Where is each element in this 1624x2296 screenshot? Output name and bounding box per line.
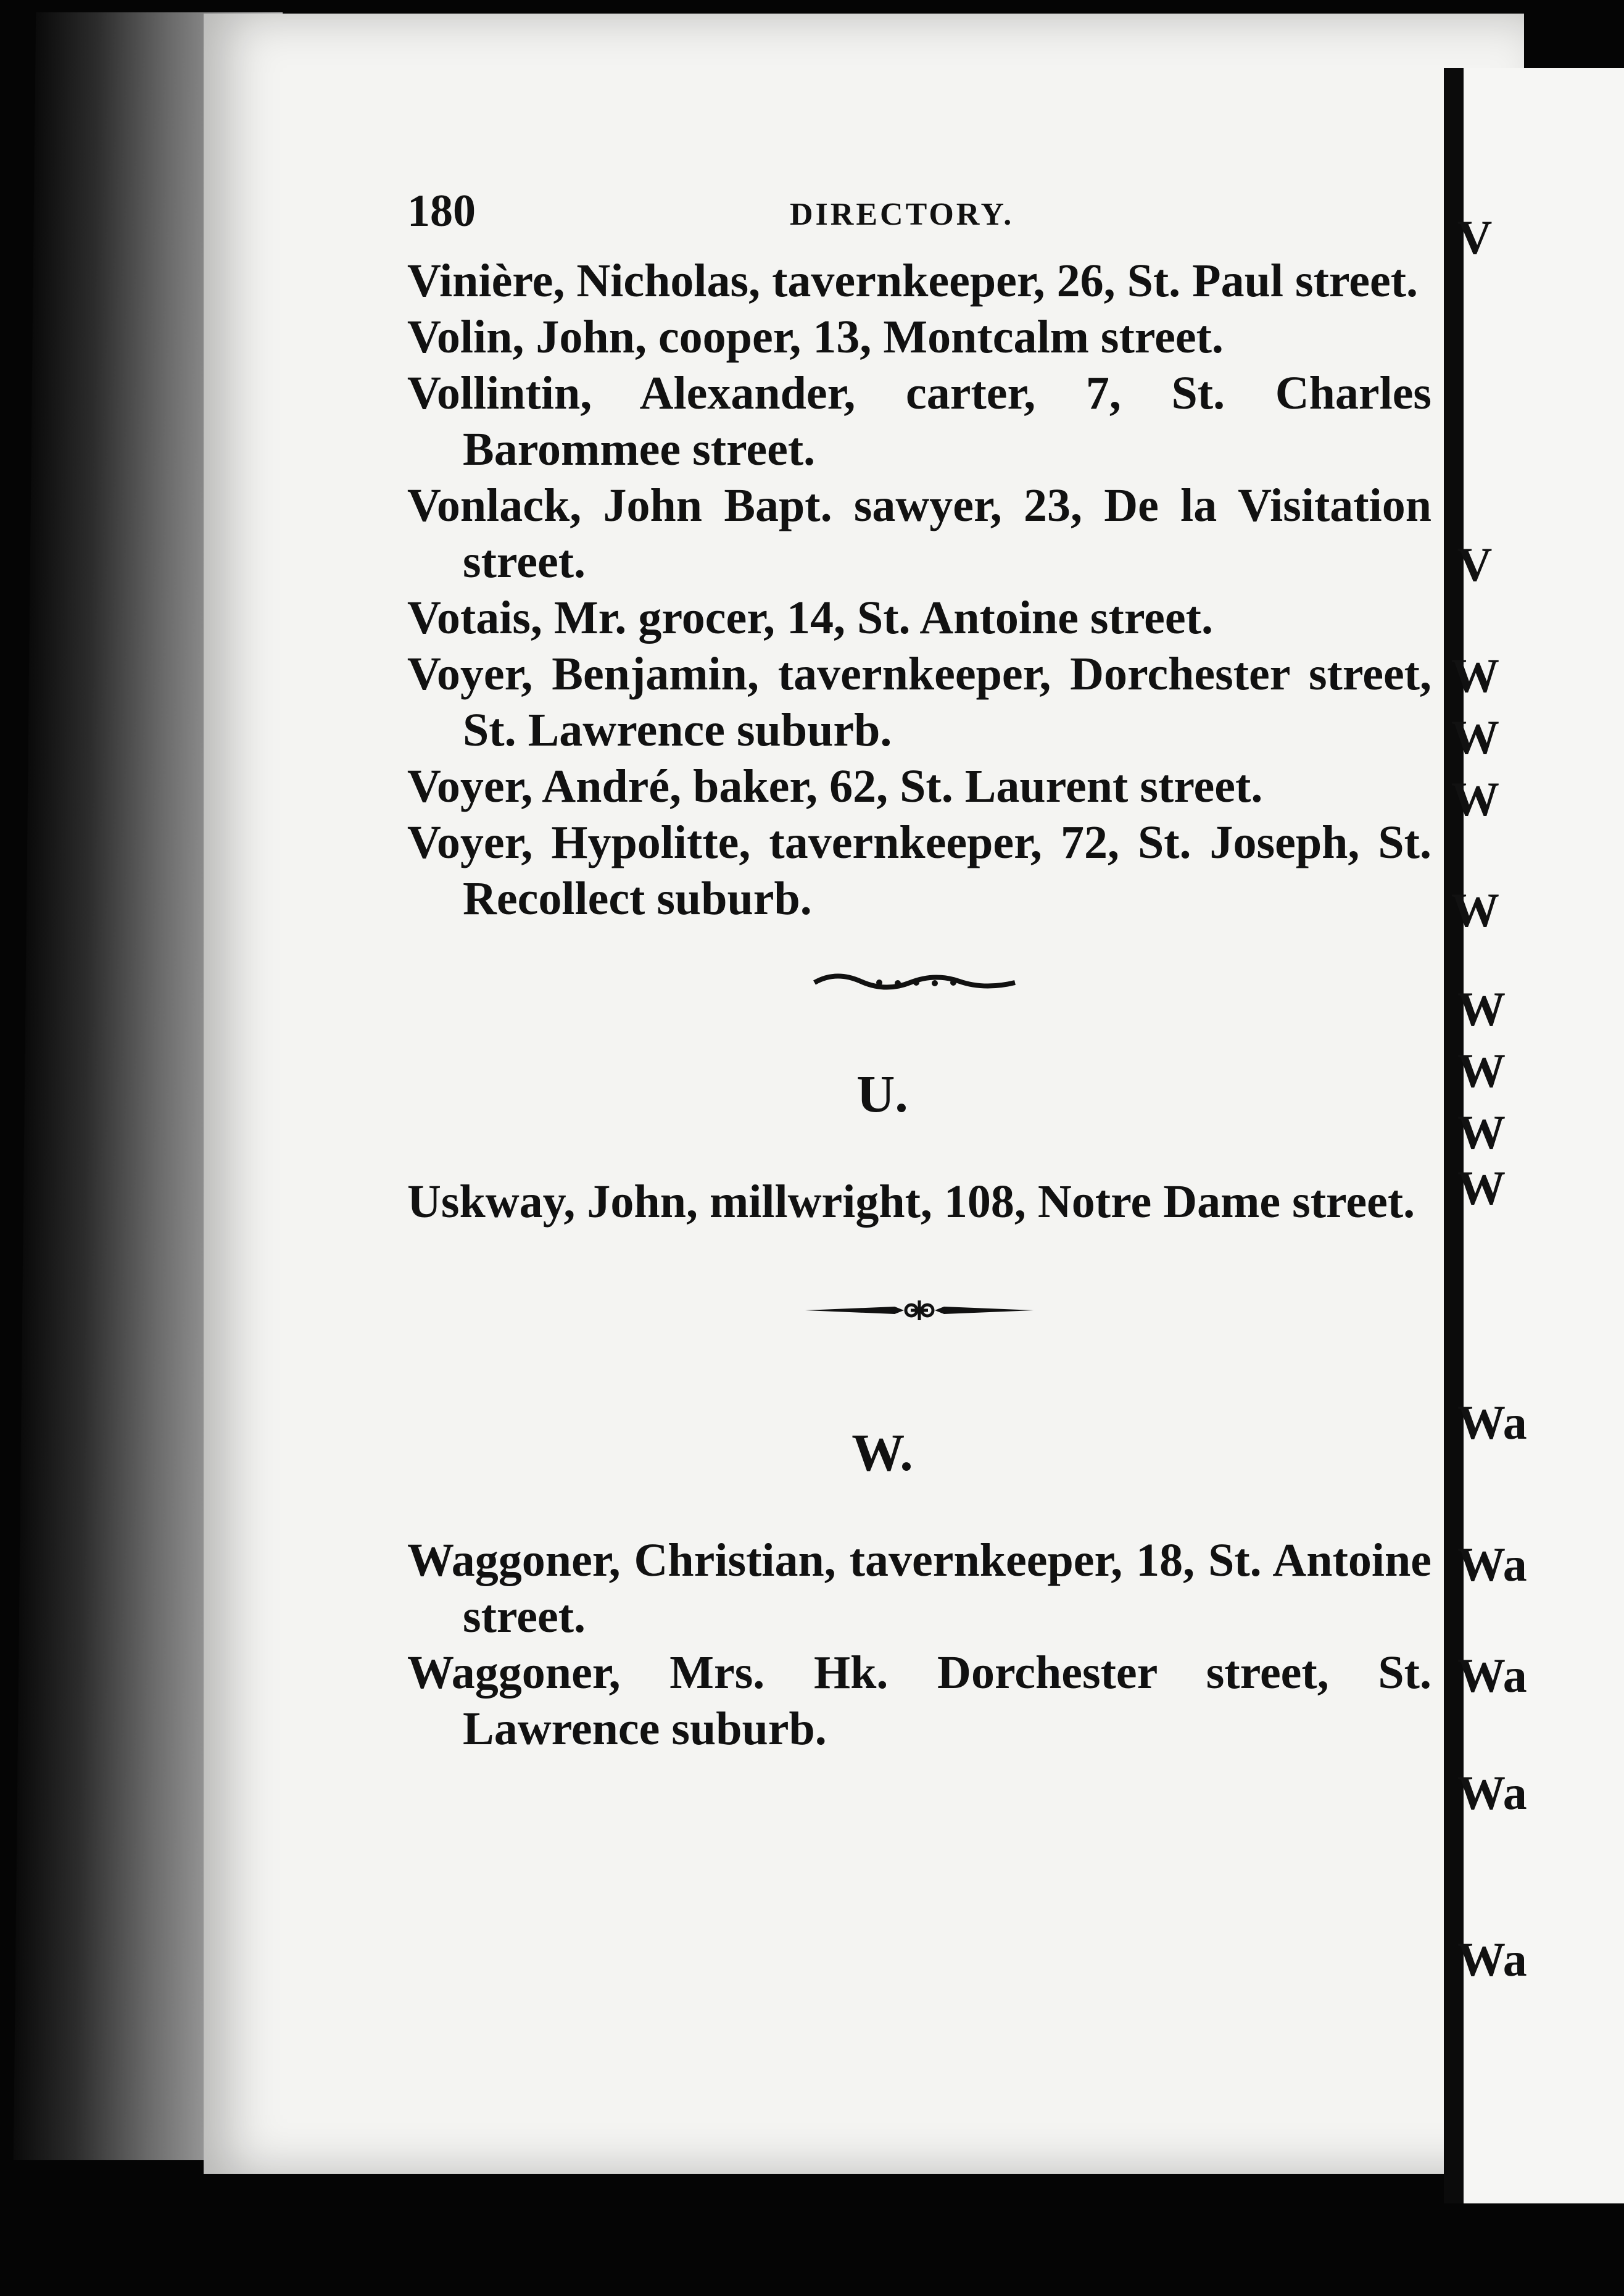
directory-entry: Waggoner, Mrs. Hk. Dorchester street, St. Lawrence suburb.	[407, 1647, 1431, 1755]
facing-page-fragment: W	[1451, 883, 1499, 937]
facing-page-fragment: W	[1451, 710, 1499, 764]
facing-page-fragment: W	[1457, 1105, 1506, 1159]
directory-entry: Volin, John, cooper, 13, Montcalm street.	[407, 311, 1224, 363]
facing-page-fragment: Wa	[1457, 1766, 1527, 1820]
directory-entry: Voyer, André, baker, 62, St. Laurent street.	[407, 760, 1263, 812]
running-title: DIRECTORY.	[790, 197, 1014, 232]
facing-page-fragment: Wa	[1457, 1649, 1527, 1702]
directory-entry: Voyer, Hypolitte, tavernkeeper, 72, St. Joseph, St. Recollect suburb.	[407, 817, 1431, 925]
facing-page-fragment: Wa	[1457, 1932, 1527, 1986]
section-heading-w: W.	[851, 1423, 913, 1482]
directory-entry: Voyer, Benjamin, tavernkeeper, Dorchester street, St. Lawrence suburb.	[407, 648, 1431, 756]
facing-page-fragment: V	[1457, 210, 1493, 264]
directory-entry: Vonlack, John Bapt. sawyer, 23, De la Visitation street.	[407, 480, 1431, 588]
facing-page-fragment: W	[1457, 1044, 1506, 1097]
section-heading-u: U.	[856, 1064, 908, 1123]
directory-entry: Waggoner, Christian, tavernkeeper, 18, St. Antoine street.	[407, 1534, 1431, 1642]
facing-page-fragment: W	[1457, 1161, 1506, 1215]
directory-entries-w	[407, 1533, 1431, 1757]
page-header	[407, 179, 1431, 253]
directory-entry: Vinière, Nicholas, tavernkeeper, 26, St. Paul street.	[407, 255, 1419, 307]
facing-page-fragment: Wa	[1457, 1537, 1527, 1591]
facing-page-fragment: Wa	[1457, 1395, 1527, 1449]
wavy-rule-ornament	[407, 927, 1431, 1038]
facing-page-fragment: W	[1457, 982, 1506, 1036]
directory-entry: Uskway, John, millwright, 108, Notre Dame street.	[407, 1176, 1415, 1228]
dart-rule-ornament	[407, 1230, 1431, 1384]
page-number: 180	[407, 186, 476, 236]
facing-page-fragment: W	[1451, 649, 1499, 702]
facing-page-fragment: V	[1457, 538, 1493, 591]
facing-page-edge	[1451, 68, 1624, 2203]
page-content	[407, 179, 1431, 1757]
directory-entries-u	[407, 1174, 1431, 1230]
directory-entry: Votais, Mr. grocer, 14, St. Antoine street.	[407, 592, 1213, 644]
directory-entry: Vollintin, Alexander, carter, 7, St. Charles Barommee street.	[407, 367, 1431, 475]
facing-page-fragment: W	[1451, 772, 1499, 826]
directory-entries-v	[407, 253, 1431, 927]
